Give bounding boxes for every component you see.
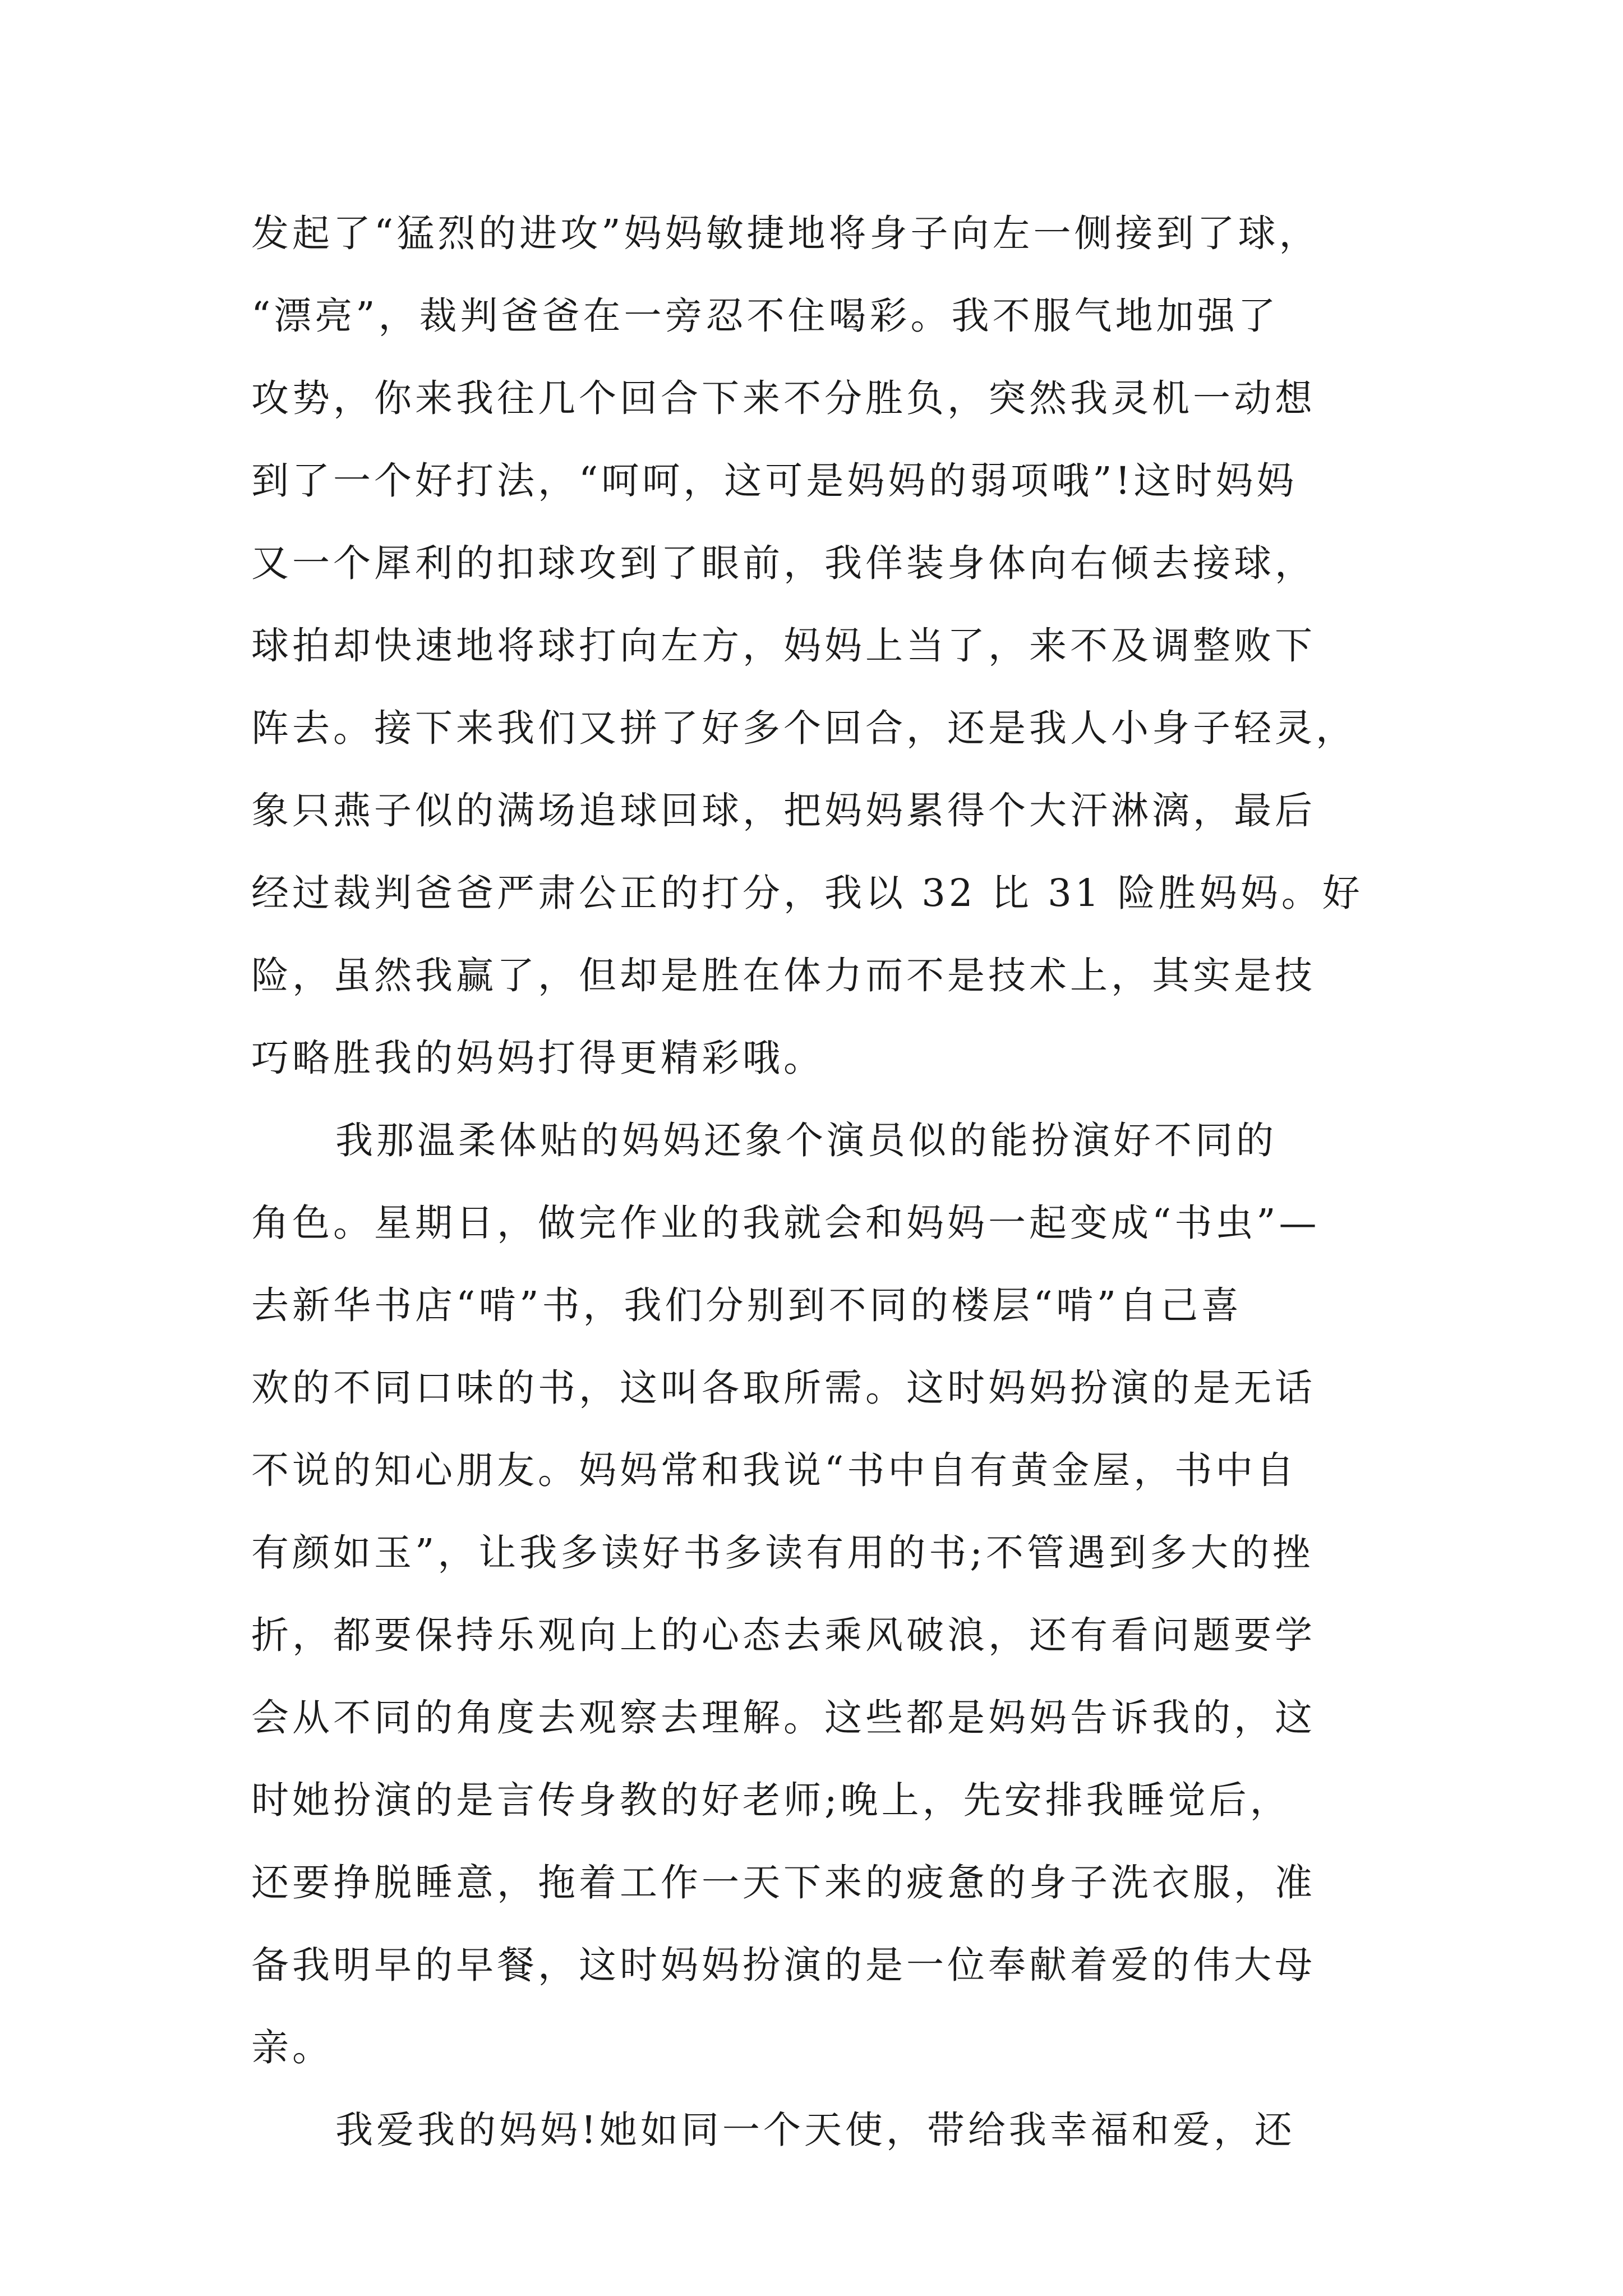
text-line: 时她扮演的是言传身教的好老师;晚上，先安排我睡觉后， [251, 1778, 1291, 1822]
text-line: 欢的不同口味的书，这叫各取所需。这时妈妈扮演的是无话 [251, 1366, 1316, 1410]
text-line: 阵去。接下来我们又拼了好多个回合，还是我人小身子轻灵， [251, 706, 1357, 750]
paragraph-first-line: 我爱我的妈妈!她如同一个天使，带给我幸福和爱，还 [335, 2108, 1295, 2152]
text-line: 到了一个好打法，“呵呵，这可是妈妈的弱项哦”!这时妈妈 [251, 459, 1298, 503]
text-line: 不说的知心朋友。妈妈常和我说“书中自有黄金屋，书中自 [251, 1448, 1298, 1492]
text-line: 象只燕子似的满场追球回球，把妈妈累得个大汗淋漓，最后 [251, 789, 1316, 832]
text-line: 会从不同的角度去观察去理解。这些都是妈妈告诉我的，这 [251, 1696, 1316, 1740]
text-line: 有颜如玉”，让我多读好书多读有用的书;不管遇到多大的挫 [251, 1531, 1313, 1575]
text-line: 巧略胜我的妈妈打得更精彩哦。 [251, 1036, 824, 1080]
text-line: 亲。 [251, 2026, 333, 2069]
text-line: 还要挣脱睡意，拖着工作一天下来的疲惫的身子洗衣服，准 [251, 1861, 1316, 1904]
paragraph-first-line: 我那温柔体贴的妈妈还象个演员似的能扮演好不同的 [335, 1119, 1277, 1162]
text-line: 发起了“猛烈的进攻”妈妈敏捷地将身子向左一侧接到了球， [251, 211, 1320, 255]
text-line: 折，都要保持乐观向上的心态去乘风破浪，还有看问题要学 [251, 1613, 1316, 1657]
text-line: 球拍却快速地将球打向左方，妈妈上当了，来不及调整败下 [251, 624, 1316, 668]
text-line: 险，虽然我赢了，但却是胜在体力而不是技术上，其实是技 [251, 954, 1316, 997]
text-line: 去新华书店“啃”书，我们分别到不同的楼层“啃”自己喜 [251, 1283, 1243, 1327]
text-line: 备我明早的早餐，这时妈妈扮演的是一位奉献着爱的伟大母 [251, 1943, 1316, 1987]
text-line: “漂亮”，裁判爸爸在一旁忍不住喝彩。我不服气地加强了 [251, 294, 1279, 338]
text-line: 角色。星期日，做完作业的我就会和妈妈一起变成“书虫”— [251, 1201, 1320, 1245]
text-line: 攻势，你来我往几个回合下来不分胜负，突然我灵机一动想 [251, 376, 1316, 420]
text-line: 经过裁判爸爸严肃公正的打分，我以 32 比 31 险胜妈妈。好 [251, 871, 1363, 915]
text-line: 又一个犀利的扣球攻到了眼前，我佯装身体向右倾去接球， [251, 541, 1316, 585]
